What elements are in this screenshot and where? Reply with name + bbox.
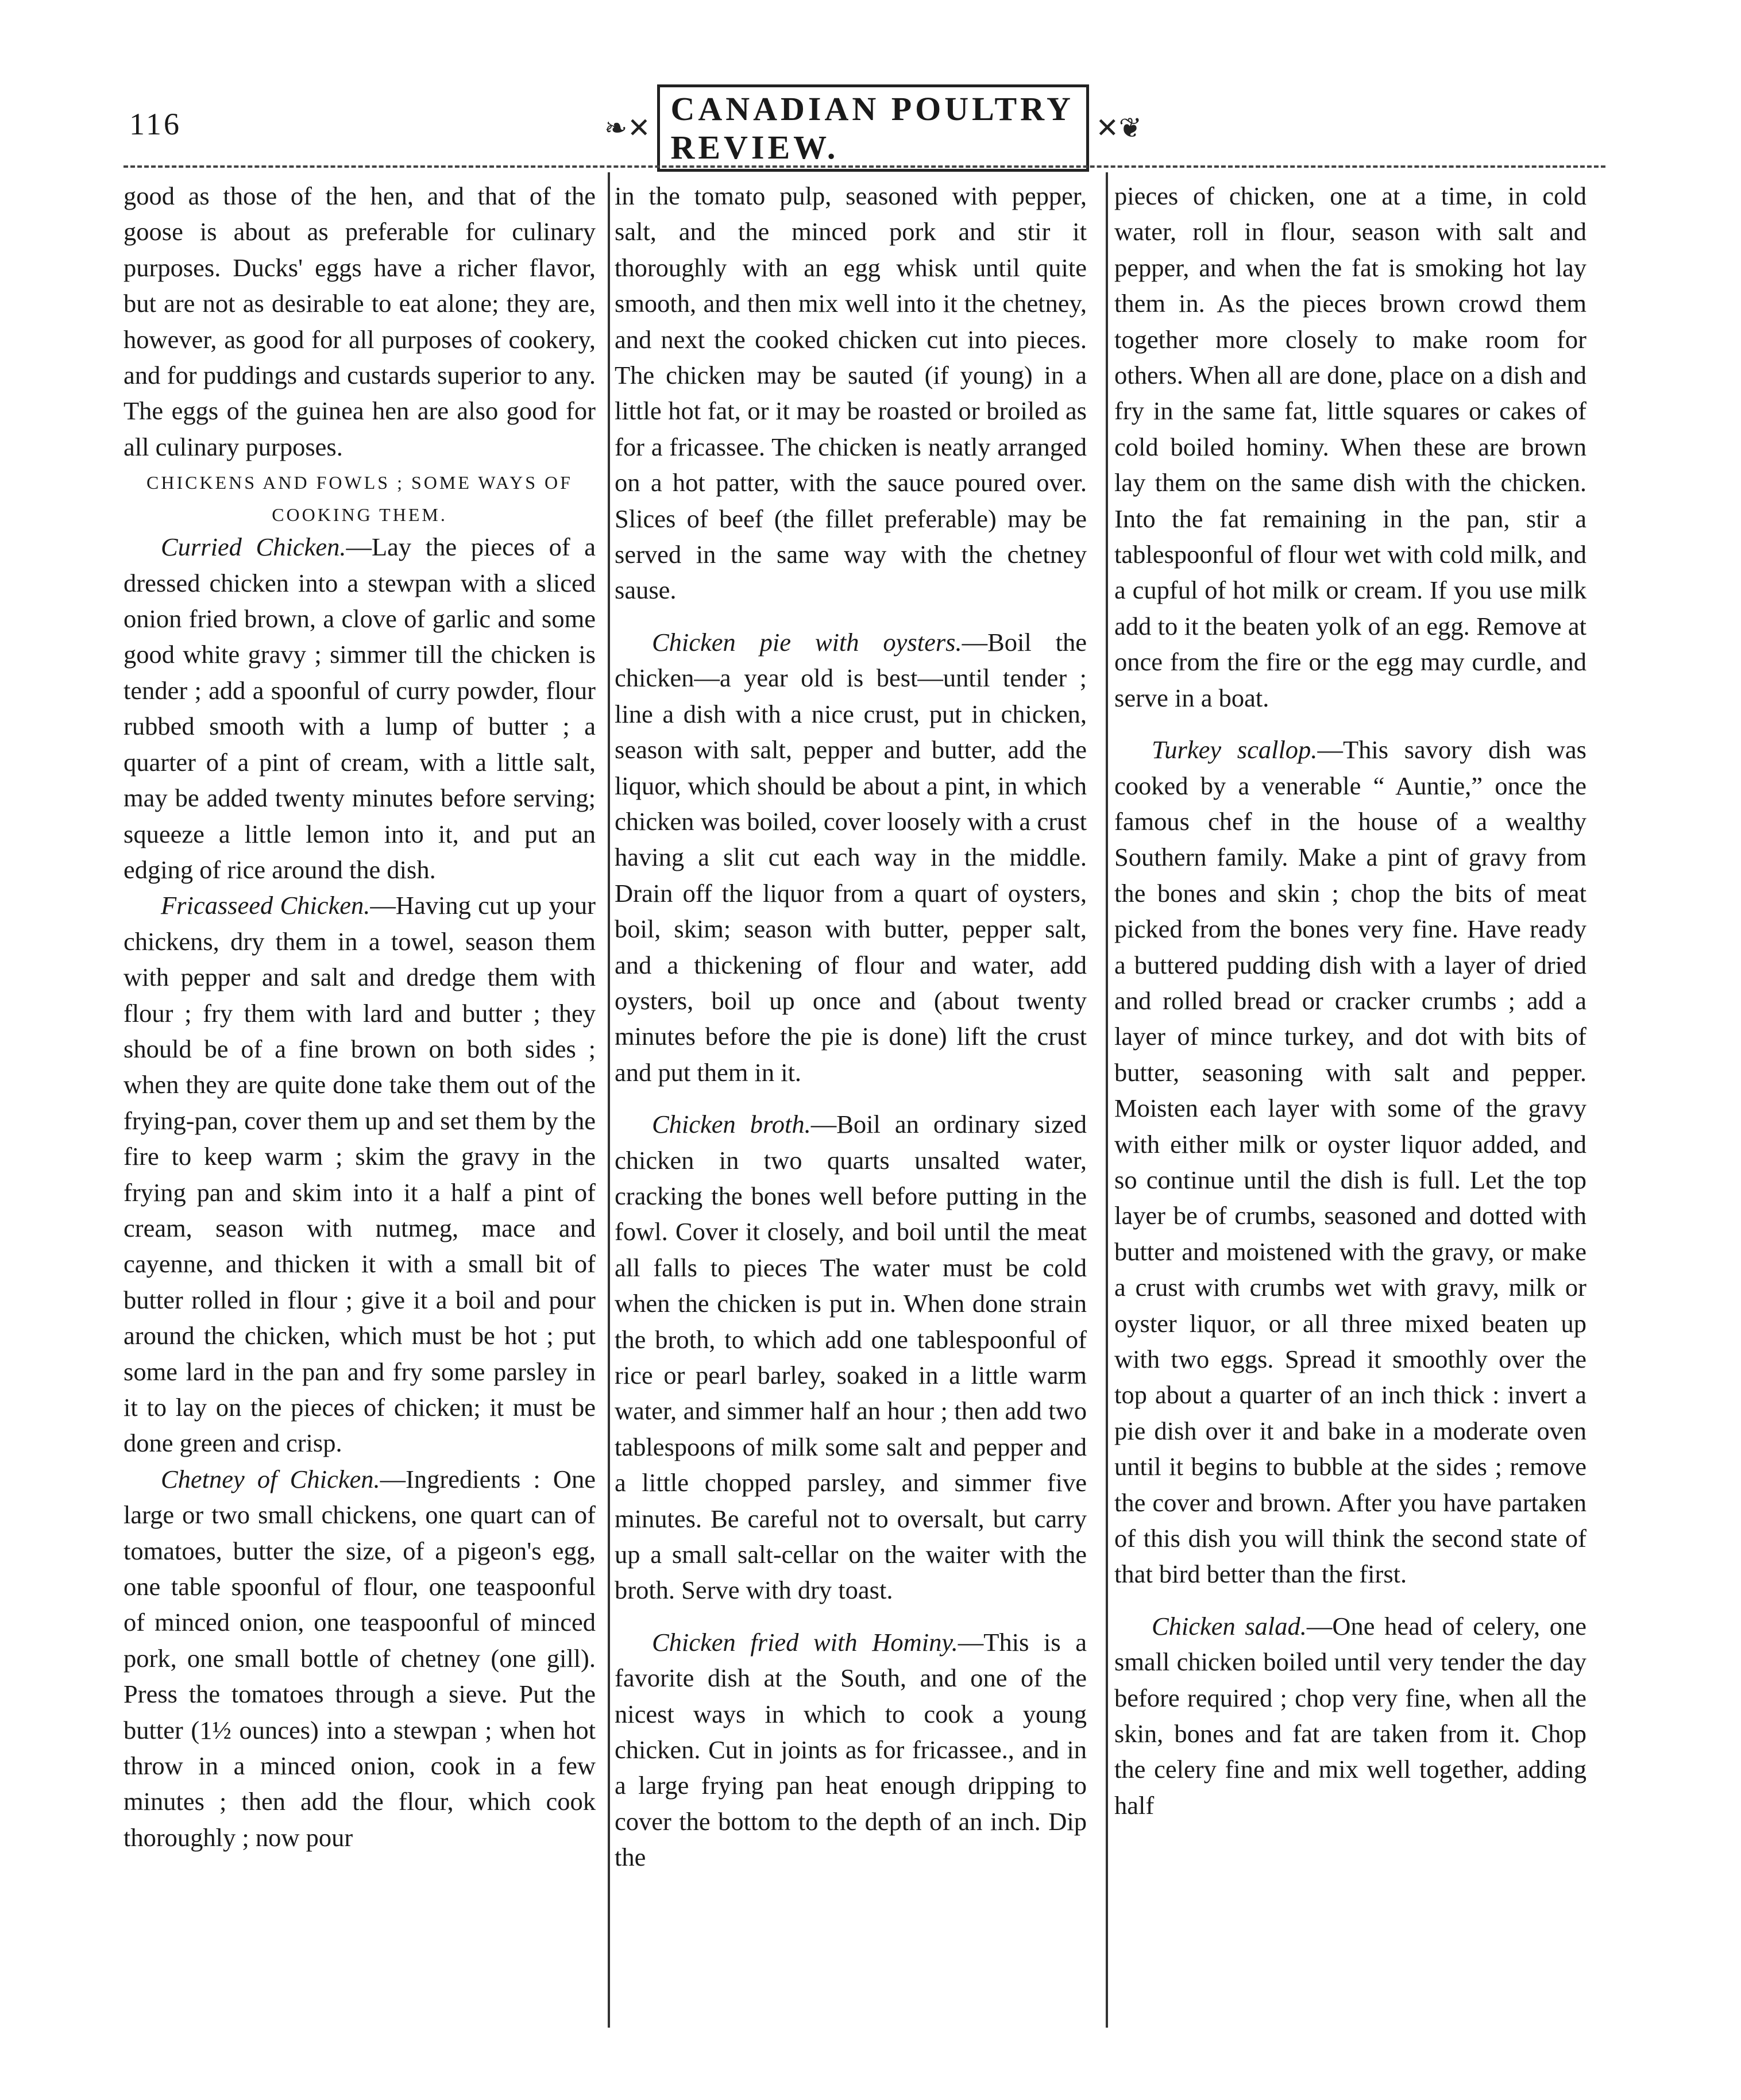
page-number: 116 <box>129 107 182 141</box>
masthead <box>597 90 1149 166</box>
section-heading: CHICKENS AND FOWLS ; SOME WAYS OF <box>146 472 573 493</box>
ornament-right-icon: ✕❦ <box>1095 113 1142 144</box>
paragraph: in the tomato pulp, seasoned with pepper, salt, and the minced pork and stir it thoroughly with an egg whisk until quite smooth, and then mix well into it the chetney, and next the cooked chicken cut into pieces. The chicken may be sauted (if young) in a little hot fat, or it may be roasted or broiled as for a fricassee. The chicken is neatly arranged on a hot patter, with the sauce poured over. Slices of beef (the fillet preferable) may be served in the same way with the chetney sause. <box>615 182 1087 605</box>
recipe-title: Curried Chicken. <box>161 532 346 562</box>
recipe-chetney-of-chicken <box>123 1461 596 1855</box>
recipe-fricasseed-chicken <box>123 887 596 1461</box>
recipe-title: Chetney of Chicken. <box>161 1464 380 1493</box>
recipe-chicken-salad <box>1114 1608 1586 1823</box>
recipe-title: Chicken broth. <box>652 1110 811 1139</box>
recipe-body: —Lay the pieces of a dressed chicken into a stewpan with a sliced onion fried brown, a clove of garlic and some good white gravy ; simmer till the chicken is tender ; add a spoonful of curry powder, flour rubbed smooth with a lump of butter ; a quarter of a pint of cream, with a little salt, may be added twenty minutes before serving; squeeze a little lemon into it, and put an edging of rice around the dish. <box>123 532 596 884</box>
recipe-body: —One head of celery, one small chicken boiled until very tender the day before required ; chop very fine, when all the skin, bones and fat are taken from it. Chop the celery fine and mix well together, adding half <box>1114 1611 1586 1820</box>
recipe-chicken-fried-with-hominy <box>615 1624 1087 1875</box>
column-divider <box>608 172 610 2028</box>
column-3 <box>1114 178 1586 2074</box>
recipe-body: —This is a favorite dish at the South, and one of the nicest ways in which to cook a young chicken. Cut in joints as for fricassee., and in a large frying pan heat enough dripping to cover the bottom to the depth of an inch. Dip the <box>615 1627 1087 1872</box>
header-rule <box>123 165 1605 168</box>
recipe-title: Chicken fried with Hominy. <box>652 1627 958 1657</box>
paragraph: pieces of chicken, one at a time, in cold water, roll in flour, season with salt and pepper, and when the fat is smoking hot lay them in. As the pieces brown crowd them together more closely to make room for others. When all are done, place on a dish and fry in the same fat, little squares or cakes of cold boiled hominy. When these are brown lay them on the same dish with the chicken. Into the fat remaining in the pan, stir a tablespoonful of flour wet with cold milk, and a cupful of hot milk or cream. If you use milk add to it the beaten yolk of an egg. Remove at once from the fire or the egg may curdle, and serve in a boat. <box>1114 182 1586 712</box>
recipe-body: —Boil the chicken—a year old is best—until tender ; line a dish with a nice crust, put in chicken, season with salt, pepper and butter, add the liquor, which should be about a pint, in which chicken was boiled, cover loosely with a crust having a slit cut each way in the middle. Drain off the liquor from a quart of oysters, boil, skim; season with butter, pepper salt, and a thickening of flour and water, add oysters, boil up once and (about twenty minutes before the pie is done) lift the crust and put them in it. <box>615 627 1087 1087</box>
recipe-title: Chicken salad. <box>1152 1611 1307 1640</box>
section-heading: COOKING THEM. <box>272 504 447 526</box>
recipe-chicken-broth <box>615 1106 1087 1608</box>
paragraph: good as those of the hen, and that of the goose is about as preferable for culinary purposes. Ducks' eggs have a richer flavor, but are not as desirable to eat alone; they are, however, as good for all purposes of cookery, and for puddings and custards superior to any. The eggs of the guinea hen are also good for all culinary purposes. <box>123 182 596 461</box>
recipe-body: —This savory dish was cooked by a venerable “ Auntie,” once the famous chef in the house of a wealthy Southern family. Make a pint of gravy from the bones and skin ; chop the bits of meat picked from the bones very fine. Have ready a buttered pudding dish with a layer of dried and rolled bread or cracker crumbs ; add a layer of mince turkey, and dot with bits of butter, seasoning with salt and pepper. Moisten each layer with some of the gravy with either milk or oyster liquor added, and so continue until the dish is full. Let the top layer be of crumbs, seasoned and dotted with butter and moistened with the gravy, or make a crust with crumbs wet with gravy, milk or oyster liquor, or all three mixed beaten up with two eggs. Spread it smoothly over the top about a quarter of an inch thick : invert a pie dish over it and bake in a moderate oven until it begins to bubble at the sides ; remove the cover and brown. After you have partaken of this dish you will think the second state of that bird better than the first. <box>1114 735 1586 1589</box>
recipe-title: Fricasseed Chicken. <box>161 891 370 920</box>
ornament-left-icon: ❧✕ <box>604 113 651 144</box>
recipe-curried-chicken <box>123 529 596 887</box>
recipe-title: Chicken pie with oysters. <box>652 627 962 657</box>
column-divider <box>1106 172 1108 2028</box>
recipe-chicken-pie-with-oysters <box>615 624 1087 1090</box>
recipe-title: Turkey scallop. <box>1152 735 1318 765</box>
recipe-body: —Having cut up your chickens, dry them in a towel, season them with pepper and salt and dredge them with flour ; fry them with lard and butter ; they should be of a fine brown on both sides ; when they are quite done take them out of the frying-pan, cover them up and set them by the fire to keep warm ; skim the gravy in the frying pan and skim into it a half a pint of cream, season with nutmeg, mace and cayenne, and thicken it with a small bit of butter rolled in flour ; give it a boil and pour around the chicken, which must be hot ; put some lard in the pan and fry some parsley in it to lay on the pieces of chicken; it must be done green and crisp. <box>123 891 596 1458</box>
column-2 <box>615 178 1087 2074</box>
recipe-body: —Ingredients : One large or two small chickens, one quart can of tomatoes, butter the size, of a pigeon's egg, one table spoonful of flour, one teaspoonful of minced onion, one teaspoonful of minced pork, one small bottle of chetney (one gill). Press the tomatoes through a sieve. Put the butter (1½ ounces) into a stewpan ; when hot throw in a minced onion, cook in a few minutes ; then add the flour, which cook thoroughly ; now pour <box>123 1464 596 1852</box>
masthead-title: CANADIAN POULTRY REVIEW. <box>657 84 1088 172</box>
recipe-body: —Boil an ordinary sized chicken in two quarts unsalted water, cracking the bones well before putting in the fowl. Cover it closely, and boil until the meat all falls to pieces The water must be cold when the chicken is put in. When done strain the broth, to which add one tablespoonful of rice or pearl barley, soaked in a little warm water, and simmer half an hour ; then add two tablespoons of milk some salt and pepper and a little chopped parsley, and simmer five minutes. Be careful not to oversalt, but carry up a small salt-cellar on the waiter with the broth. Serve with dry toast. <box>615 1110 1087 1605</box>
column-1 <box>123 178 596 2074</box>
recipe-turkey-scallop <box>1114 732 1586 1592</box>
